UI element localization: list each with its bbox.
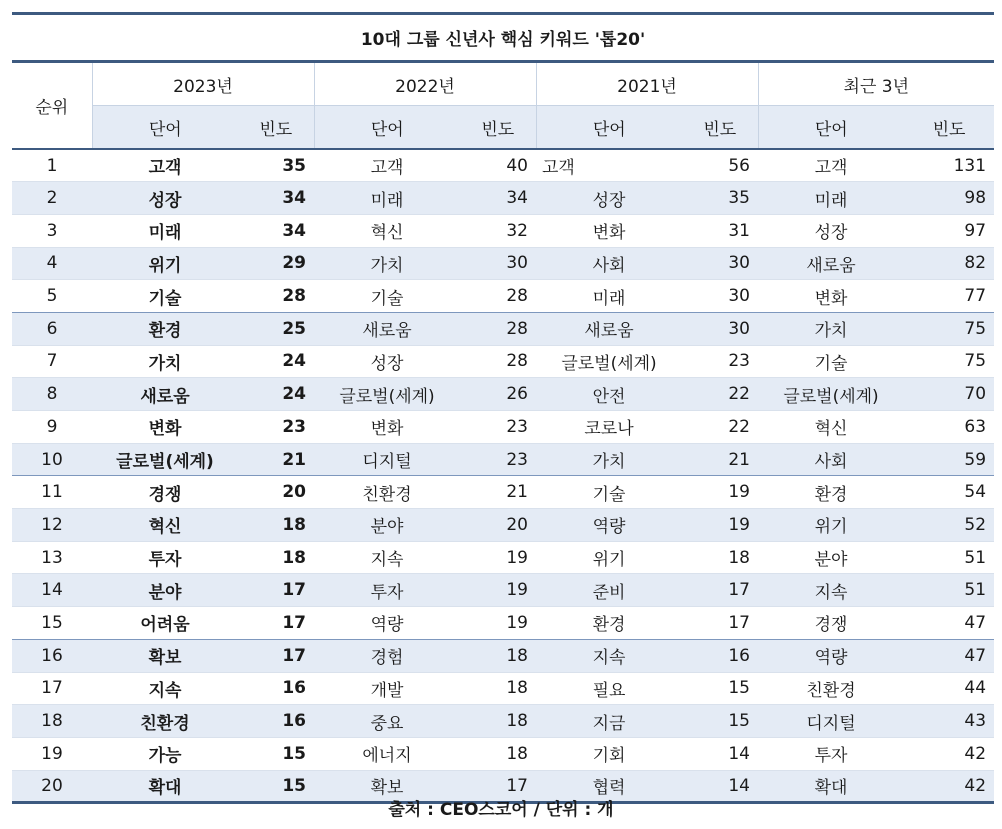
- freq-recent-cell: 59: [904, 443, 994, 476]
- freq-2022-cell: 19: [460, 607, 536, 640]
- word-recent-cell: 글로벌(세계): [758, 378, 904, 411]
- freq-2021-cell: 22: [682, 378, 758, 411]
- freq-2022-cell: 18: [460, 672, 536, 705]
- freq-2023-cell: 18: [238, 509, 314, 542]
- freq-recent-cell: 97: [904, 214, 994, 247]
- word-2022-cell: 고객: [314, 149, 460, 182]
- word-2021-cell: 지금: [536, 705, 682, 738]
- freq-2022-cell: 21: [460, 476, 536, 509]
- freq-2022-cell: 19: [460, 541, 536, 574]
- word-recent-cell: 기술: [758, 345, 904, 378]
- freq-recent-cell: 54: [904, 476, 994, 509]
- freq-2021-cell: 17: [682, 607, 758, 640]
- table-row: [12, 345, 994, 378]
- rank-cell: 4: [12, 247, 92, 280]
- word-2022-cell: 기술: [314, 280, 460, 313]
- word-2022-cell: 개발: [314, 672, 460, 705]
- word-2023-cell: 글로벌(세계): [92, 443, 238, 476]
- rank-cell: 2: [12, 182, 92, 215]
- word-2021-cell: 글로벌(세계): [536, 345, 682, 378]
- rank-cell: 11: [12, 476, 92, 509]
- word-recent-cell: 분야: [758, 541, 904, 574]
- freq-2023-cell: 28: [238, 280, 314, 313]
- word-recent-cell: 혁신: [758, 411, 904, 444]
- word-2023-cell: 투자: [92, 541, 238, 574]
- word-2022-cell: 미래: [314, 182, 460, 215]
- table-row: [12, 672, 994, 705]
- freq-recent-cell: 131: [904, 149, 994, 182]
- freq-2022-cell: 17: [460, 770, 536, 803]
- word-recent-cell: 위기: [758, 509, 904, 542]
- word-2021-cell: 준비: [536, 574, 682, 607]
- freq-2021-cell: 31: [682, 214, 758, 247]
- freq-2021-cell: 30: [682, 247, 758, 280]
- word-2021-cell: 안전: [536, 378, 682, 411]
- table-row: [12, 509, 994, 542]
- table-row: [12, 607, 994, 640]
- table-row: [12, 411, 994, 444]
- rank-cell: 19: [12, 737, 92, 770]
- rank-cell: 10: [12, 443, 92, 476]
- rank-cell: 7: [12, 345, 92, 378]
- table-row: [12, 705, 994, 738]
- table-row: [12, 476, 994, 509]
- freq-2022-cell: 18: [460, 639, 536, 672]
- freq-2021-cell: 22: [682, 411, 758, 444]
- freq-2022-cell: 18: [460, 705, 536, 738]
- word-2023-cell: 미래: [92, 214, 238, 247]
- freq-recent-cell: 82: [904, 247, 994, 280]
- word-2022-cell: 확보: [314, 770, 460, 803]
- table-row: [12, 182, 994, 215]
- word-recent-cell: 디지털: [758, 705, 904, 738]
- freq-header: 빈도: [238, 106, 314, 150]
- freq-2023-cell: 29: [238, 247, 314, 280]
- freq-2023-cell: 20: [238, 476, 314, 509]
- word-2022-cell: 에너지: [314, 737, 460, 770]
- word-recent-cell: 미래: [758, 182, 904, 215]
- table-row: [12, 574, 994, 607]
- freq-2023-cell: 24: [238, 378, 314, 411]
- word-2023-cell: 친환경: [92, 705, 238, 738]
- word-2022-cell: 중요: [314, 705, 460, 738]
- freq-recent-cell: 47: [904, 639, 994, 672]
- freq-2022-cell: 18: [460, 737, 536, 770]
- freq-2022-cell: 32: [460, 214, 536, 247]
- word-recent-cell: 사회: [758, 443, 904, 476]
- freq-2023-cell: 23: [238, 411, 314, 444]
- word-2021-cell: 지속: [536, 639, 682, 672]
- freq-recent-cell: 77: [904, 280, 994, 313]
- table-row: [12, 443, 994, 476]
- freq-recent-cell: 43: [904, 705, 994, 738]
- word-2021-cell: 기회: [536, 737, 682, 770]
- freq-header: 빈도: [904, 106, 994, 150]
- freq-2023-cell: 16: [238, 672, 314, 705]
- word-recent-cell: 확대: [758, 770, 904, 803]
- freq-recent-cell: 63: [904, 411, 994, 444]
- table-row: [12, 149, 994, 182]
- word-2022-cell: 새로움: [314, 312, 460, 345]
- freq-2021-cell: 16: [682, 639, 758, 672]
- keyword-table-container: [12, 12, 994, 804]
- table-body: [12, 149, 994, 803]
- word-2023-cell: 고객: [92, 149, 238, 182]
- freq-2021-cell: 15: [682, 705, 758, 738]
- word-2022-cell: 변화: [314, 411, 460, 444]
- word-2021-cell: 미래: [536, 280, 682, 313]
- word-2023-cell: 확대: [92, 770, 238, 803]
- word-2022-cell: 디지털: [314, 443, 460, 476]
- rank-cell: 8: [12, 378, 92, 411]
- freq-2021-cell: 17: [682, 574, 758, 607]
- freq-recent-cell: 51: [904, 541, 994, 574]
- freq-2022-cell: 23: [460, 443, 536, 476]
- table-row: [12, 312, 994, 345]
- rank-cell: 17: [12, 672, 92, 705]
- year-header-2022: 2022년: [314, 62, 536, 106]
- freq-2023-cell: 25: [238, 312, 314, 345]
- freq-2022-cell: 26: [460, 378, 536, 411]
- word-recent-cell: 성장: [758, 214, 904, 247]
- word-2023-cell: 가능: [92, 737, 238, 770]
- freq-2023-cell: 15: [238, 737, 314, 770]
- word-2023-cell: 위기: [92, 247, 238, 280]
- word-2023-cell: 성장: [92, 182, 238, 215]
- freq-2022-cell: 28: [460, 312, 536, 345]
- rank-cell: 5: [12, 280, 92, 313]
- freq-recent-cell: 75: [904, 345, 994, 378]
- word-2021-cell: 성장: [536, 182, 682, 215]
- word-2022-cell: 혁신: [314, 214, 460, 247]
- word-2023-cell: 확보: [92, 639, 238, 672]
- word-header: 단어: [314, 106, 460, 150]
- freq-recent-cell: 75: [904, 312, 994, 345]
- word-2023-cell: 분야: [92, 574, 238, 607]
- freq-recent-cell: 98: [904, 182, 994, 215]
- rank-cell: 9: [12, 411, 92, 444]
- word-2023-cell: 혁신: [92, 509, 238, 542]
- freq-2021-cell: 35: [682, 182, 758, 215]
- table-row: [12, 541, 994, 574]
- word-2022-cell: 분야: [314, 509, 460, 542]
- rank-cell: 6: [12, 312, 92, 345]
- table-row: [12, 280, 994, 313]
- word-recent-cell: 경쟁: [758, 607, 904, 640]
- freq-2021-cell: 21: [682, 443, 758, 476]
- table-row: [12, 737, 994, 770]
- freq-2023-cell: 16: [238, 705, 314, 738]
- rank-cell: 16: [12, 639, 92, 672]
- freq-recent-cell: 42: [904, 770, 994, 803]
- word-2022-cell: 글로벌(세계): [314, 378, 460, 411]
- freq-2023-cell: 17: [238, 574, 314, 607]
- word-2023-cell: 지속: [92, 672, 238, 705]
- rank-cell: 3: [12, 214, 92, 247]
- freq-2021-cell: 30: [682, 280, 758, 313]
- word-recent-cell: 환경: [758, 476, 904, 509]
- word-2023-cell: 새로움: [92, 378, 238, 411]
- freq-2021-cell: 19: [682, 509, 758, 542]
- word-2022-cell: 가치: [314, 247, 460, 280]
- freq-2021-cell: 14: [682, 737, 758, 770]
- freq-2021-cell: 56: [682, 149, 758, 182]
- freq-2022-cell: 34: [460, 182, 536, 215]
- table-row: [12, 214, 994, 247]
- word-header: 단어: [536, 106, 682, 150]
- freq-2023-cell: 18: [238, 541, 314, 574]
- freq-2023-cell: 24: [238, 345, 314, 378]
- freq-2023-cell: 17: [238, 607, 314, 640]
- freq-2023-cell: 21: [238, 443, 314, 476]
- word-2022-cell: 역량: [314, 607, 460, 640]
- word-2021-cell: 새로움: [536, 312, 682, 345]
- freq-recent-cell: 51: [904, 574, 994, 607]
- rank-cell: 13: [12, 541, 92, 574]
- word-2021-cell: 환경: [536, 607, 682, 640]
- freq-2022-cell: 19: [460, 574, 536, 607]
- table-row: [12, 378, 994, 411]
- keyword-table: [12, 12, 994, 804]
- word-2022-cell: 지속: [314, 541, 460, 574]
- freq-header: 빈도: [460, 106, 536, 150]
- word-2023-cell: 어려움: [92, 607, 238, 640]
- freq-2022-cell: 30: [460, 247, 536, 280]
- freq-2023-cell: 15: [238, 770, 314, 803]
- word-2021-cell: 가치: [536, 443, 682, 476]
- table-row: [12, 247, 994, 280]
- source-note: 출처 : CEO스코어 / 단위 : 개: [388, 800, 614, 820]
- word-recent-cell: 친환경: [758, 672, 904, 705]
- freq-recent-cell: 42: [904, 737, 994, 770]
- freq-2023-cell: 17: [238, 639, 314, 672]
- word-recent-cell: 가치: [758, 312, 904, 345]
- freq-2022-cell: 28: [460, 345, 536, 378]
- freq-2021-cell: 23: [682, 345, 758, 378]
- year-header-2021: 2021년: [536, 62, 758, 106]
- word-recent-cell: 투자: [758, 737, 904, 770]
- word-2021-cell: 코로나: [536, 411, 682, 444]
- word-2021-cell: 필요: [536, 672, 682, 705]
- word-2023-cell: 변화: [92, 411, 238, 444]
- word-2023-cell: 가치: [92, 345, 238, 378]
- table-title: 10대 그룹 신년사 핵심 키워드 '톱20': [12, 14, 994, 62]
- word-2022-cell: 성장: [314, 345, 460, 378]
- word-2022-cell: 투자: [314, 574, 460, 607]
- word-2021-cell: 역량: [536, 509, 682, 542]
- word-2022-cell: 친환경: [314, 476, 460, 509]
- word-2021-cell: 사회: [536, 247, 682, 280]
- rank-cell: 1: [12, 149, 92, 182]
- freq-2022-cell: 40: [460, 149, 536, 182]
- word-recent-cell: 고객: [758, 149, 904, 182]
- word-2021-cell: 위기: [536, 541, 682, 574]
- freq-2022-cell: 28: [460, 280, 536, 313]
- word-recent-cell: 새로움: [758, 247, 904, 280]
- freq-recent-cell: 44: [904, 672, 994, 705]
- word-header: 단어: [758, 106, 904, 150]
- freq-2023-cell: 34: [238, 214, 314, 247]
- freq-recent-cell: 52: [904, 509, 994, 542]
- table-row: [12, 639, 994, 672]
- rank-header: 순위: [12, 62, 92, 150]
- word-2021-cell: 고객: [536, 149, 682, 182]
- freq-2022-cell: 20: [460, 509, 536, 542]
- rank-cell: 12: [12, 509, 92, 542]
- word-header: 단어: [92, 106, 238, 150]
- word-recent-cell: 역량: [758, 639, 904, 672]
- freq-2021-cell: 14: [682, 770, 758, 803]
- word-2022-cell: 경험: [314, 639, 460, 672]
- freq-2021-cell: 19: [682, 476, 758, 509]
- word-2021-cell: 협력: [536, 770, 682, 803]
- year-header-recent: 최근 3년: [758, 62, 994, 106]
- rank-cell: 20: [12, 770, 92, 803]
- freq-2021-cell: 18: [682, 541, 758, 574]
- word-recent-cell: 지속: [758, 574, 904, 607]
- freq-recent-cell: 70: [904, 378, 994, 411]
- word-2023-cell: 경쟁: [92, 476, 238, 509]
- word-2021-cell: 기술: [536, 476, 682, 509]
- freq-header: 빈도: [682, 106, 758, 150]
- rank-cell: 14: [12, 574, 92, 607]
- freq-2022-cell: 23: [460, 411, 536, 444]
- word-2023-cell: 기술: [92, 280, 238, 313]
- year-header-2023: 2023년: [92, 62, 314, 106]
- word-recent-cell: 변화: [758, 280, 904, 313]
- rank-cell: 15: [12, 607, 92, 640]
- freq-2023-cell: 35: [238, 149, 314, 182]
- freq-2023-cell: 34: [238, 182, 314, 215]
- freq-2021-cell: 15: [682, 672, 758, 705]
- freq-2021-cell: 30: [682, 312, 758, 345]
- word-2021-cell: 변화: [536, 214, 682, 247]
- rank-cell: 18: [12, 705, 92, 738]
- word-2023-cell: 환경: [92, 312, 238, 345]
- freq-recent-cell: 47: [904, 607, 994, 640]
